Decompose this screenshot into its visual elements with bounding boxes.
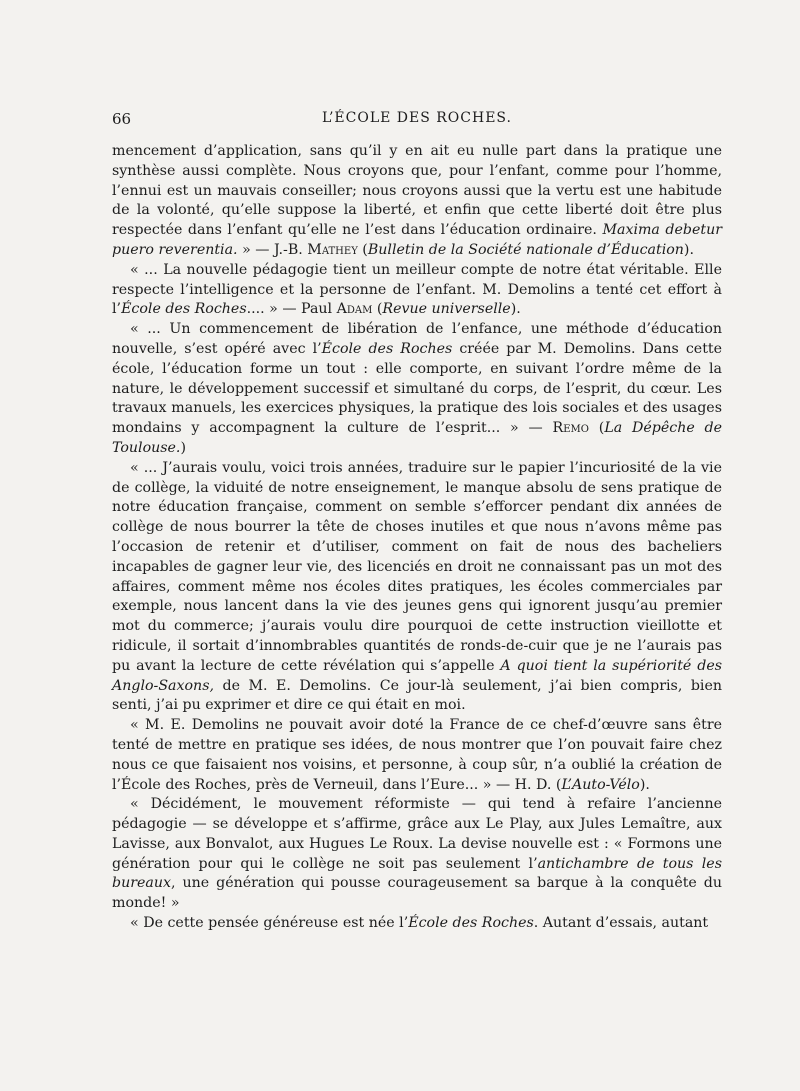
paragraph xyxy=(112,320,722,459)
italic-text: École des Roches xyxy=(408,915,534,932)
italic-text: École des Roches xyxy=(121,301,247,318)
paragraph xyxy=(112,459,722,716)
paragraph xyxy=(112,142,722,261)
italic-text: Maxima debetur puero reverentia. xyxy=(112,222,722,258)
text-run: ). xyxy=(683,241,694,258)
text-run: « ... La nouvelle pédagogie tient un meilleur compte de notre état véritable. Elle respecte l’intelligence et la personne de l’enfant. M. Demolins a tenté cet effort à l’ xyxy=(112,261,722,318)
author-name: Mathey xyxy=(307,241,358,258)
text-run: » — J.-B. xyxy=(237,241,308,258)
running-title: L’ÉCOLE DES ROCHES. xyxy=(322,110,512,126)
author-name: Adam xyxy=(336,301,373,318)
text-run: « M. E. Demolins ne pouvait avoir doté la France de ce chef-d’œuvre sans être tenté de mettre en pratique ses idées, de nous montrer que l’on pouvait faire chez nous ce que faisaient nos voisins, et personne, à coup sûr, n’a oublié la création de l’École des Roches, près de Verneuil, dans l’Eure... » — H. D. ( xyxy=(112,717,722,793)
author-name: Remo xyxy=(552,420,589,437)
text-run: ( xyxy=(357,241,368,258)
text-run: .... » — Paul xyxy=(246,301,337,318)
paragraph xyxy=(112,914,722,934)
text-run: créée par M. Demolins. Dans cette école, l’éducation forme un tout : elle comporte, en suivant l’ordre même de la nature, le développement successif et simultané du corps, de l’esprit, du cœur. Les travaux manuels, les exercices physiques, la pratique des lois sociales et des usages mondains y accompagnent la culture de l’esprit... » — xyxy=(112,340,722,437)
page-header xyxy=(112,110,722,134)
text-run: , une génération qui pousse courageusement sa barque à la conquête du monde! » xyxy=(112,875,722,912)
paragraph xyxy=(112,716,722,795)
text-run: « ... Un commencement de libération de l’enfance, une méthode d’éducation nouvelle, s’est opéré avec l’ xyxy=(112,321,722,357)
italic-text: L’Auto-Vélo xyxy=(561,776,640,793)
text-run: « Décidément, le mouvement réformiste — qui tend à refaire l’ancienne pédagogie — se développe et s’affirme, grâce aux Le Play, aux Jules Lemaître, aux Lavisse, aux Bonvalot, aux Hugues Le Roux. La devise nouvelle est : « Formons une génération pour qui le collège ne soit pas seulement l’ xyxy=(112,796,722,872)
italic-text: antichambre de tous les bureaux xyxy=(112,855,722,892)
body-text xyxy=(112,142,722,934)
italic-text: Revue universelle xyxy=(382,301,511,318)
text-run: ( xyxy=(372,301,383,318)
italic-text: École des Roches xyxy=(321,340,453,357)
paragraph xyxy=(112,795,722,914)
text-run: ). xyxy=(510,301,521,318)
italic-text: A quoi tient la supériorité des Anglo-Saxons, xyxy=(112,657,722,694)
text-run: . Autant d’essais, autant xyxy=(533,915,709,932)
text-run: ). xyxy=(639,776,650,793)
text-run: mencement d’application, sans qu’il y en ait eu nulle part dans la pratique une synthèse aussi complète. Nous croyons que, pour l’enfant, comme pour l’homme, l’ennui est un mauvais conseiller; nous croyons aussi que la vertu est une habitude de la volonté, qu’elle suppose la liberté, et enfin que cette liberté doit être plus respectée dans l’enfant qu’elle ne l’est dans l’éducation ordinaire. xyxy=(112,143,722,239)
italic-text: Bulletin de la Société nationale d’Éducation xyxy=(367,241,684,258)
text-run: ) xyxy=(180,439,186,456)
text-run: de M. E. Demolins. Ce jour-là seulement, j’ai bien compris, bien senti, j’ai pu exprimer et dire ce qui était en moi. xyxy=(112,677,722,714)
italic-text: La Dépêche de Toulouse. xyxy=(112,420,723,456)
page-number: 66 xyxy=(112,110,132,128)
text-run: ( xyxy=(588,420,605,437)
paragraph xyxy=(112,261,722,320)
text-run: « ... J’aurais voulu, voici trois années, traduire sur le papier l’incuriosité de la vie de collège, la viduité de notre enseignement, le manque absolu de sens pratique de notre éducation française, comment on semble s’efforcer pendant dix années de collège de nous bourrer la tête de choses inutiles et que nous n’avons même pas l’occasion de retenir et d’utiliser, comment on fait de nous des bacheliers incapables de gagner leur vie, des licenciés en droit ne connaissant pas un mot des affaires, comment même nos écoles dites pratiques, les écoles commerciales par exemple, nous lancent dans la vie des jeunes gens qui ignorent jusqu’au premier mot du commerce; j’aurais voulu dire pourquoi de cette instruction vieillotte et ridicule, il sortait d’innombrables quantités de ronds-de-cuir que je ne l’aurais pas pu avant la lecture de cette révélation qui s’appelle xyxy=(112,459,722,674)
text-run: « De cette pensée généreuse est née l’ xyxy=(130,915,409,932)
